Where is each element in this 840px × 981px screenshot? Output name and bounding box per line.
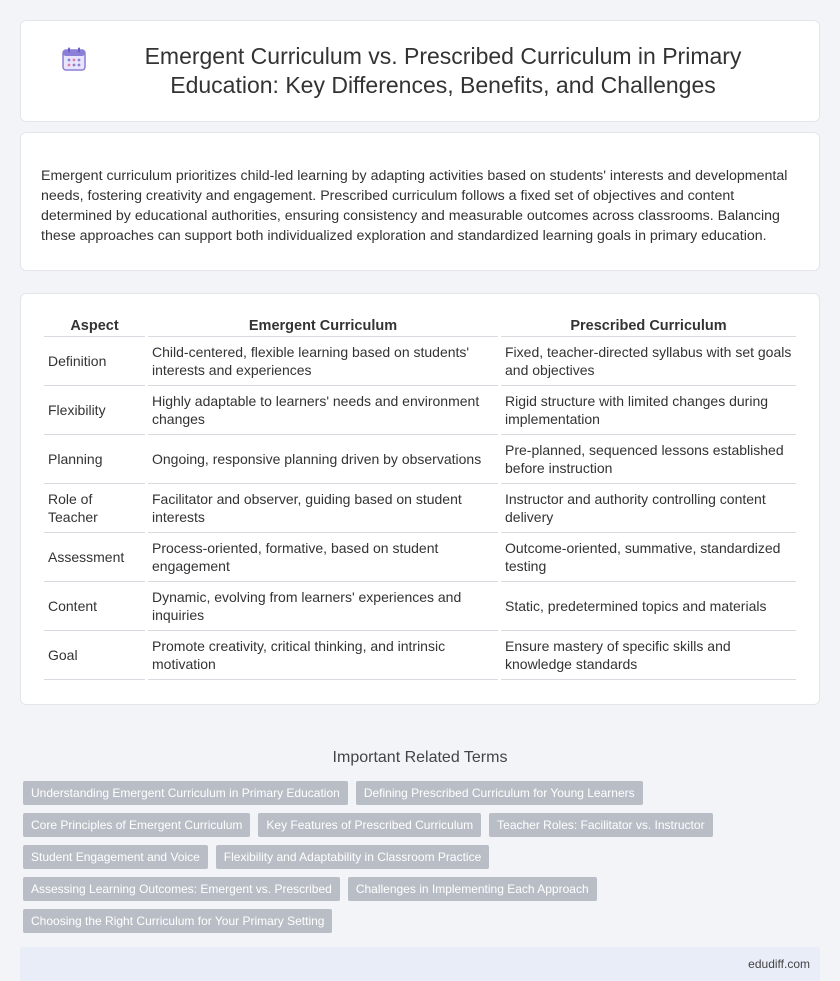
aspect-cell: Goal: [44, 631, 145, 680]
prescribed-cell: Instructor and authority controlling content delivery: [501, 484, 796, 533]
table-row: [44, 631, 796, 680]
intro-text: Emergent curriculum prioritizes child-led learning by adapting activities based on students' interests and developmental needs, fostering creativity and engagement. Prescribed curriculum follows a fixed set of objectives and content determined by educational authorities, ensuring consistency and measurable outcomes across classrooms. Balancing these approaches can support both individualized exploration and standardized learning goals in primary education.: [41, 168, 788, 244]
table-row: [44, 533, 796, 582]
related-tag[interactable]: Challenges in Implementing Each Approach: [348, 877, 597, 901]
header-emergent: Emergent Curriculum: [148, 315, 498, 337]
prescribed-cell: Ensure mastery of specific skills and knowledge standards: [501, 631, 796, 680]
title-card: [20, 20, 820, 122]
emergent-cell: Process-oriented, formative, based on student engagement: [148, 533, 498, 582]
emergent-cell: Dynamic, evolving from learners' experiences and inquiries: [148, 582, 498, 631]
comparison-table-card: [20, 293, 820, 705]
prescribed-cell: Static, predetermined topics and materials: [501, 582, 796, 631]
emergent-cell: Promote creativity, critical thinking, and intrinsic motivation: [148, 631, 498, 680]
prescribed-cell: Fixed, teacher-directed syllabus with set goals and objectives: [501, 337, 796, 386]
prescribed-cell: Outcome-oriented, summative, standardized testing: [501, 533, 796, 582]
intro-card: [20, 132, 820, 271]
related-tag[interactable]: Student Engagement and Voice: [23, 845, 208, 869]
page-title: Emergent Curriculum vs. Prescribed Curriculum in Primary Education: Key Differences, Benefits, and Challenges: [144, 43, 742, 98]
related-tag[interactable]: Flexibility and Adaptability in Classroom Practice: [216, 845, 489, 869]
calendar-icon: [61, 46, 87, 72]
aspect-cell: Assessment: [44, 533, 145, 582]
emergent-cell: Highly adaptable to learners' needs and environment changes: [148, 386, 498, 435]
prescribed-cell: Rigid structure with limited changes during implementation: [501, 386, 796, 435]
aspect-cell: Definition: [44, 337, 145, 386]
header-aspect: Aspect: [44, 315, 145, 337]
related-tag[interactable]: Understanding Emergent Curriculum in Primary Education: [23, 781, 348, 805]
title-wrap: [61, 42, 779, 100]
comparison-table: [41, 315, 799, 680]
related-tag[interactable]: Assessing Learning Outcomes: Emergent vs. Prescribed: [23, 877, 340, 901]
related-tag[interactable]: Choosing the Right Curriculum for Your Primary Setting: [23, 909, 332, 933]
table-header-row: [44, 315, 796, 337]
related-tag[interactable]: Core Principles of Emergent Curriculum: [23, 813, 250, 837]
emergent-cell: Facilitator and observer, guiding based on student interests: [148, 484, 498, 533]
table-row: [44, 337, 796, 386]
related-tag[interactable]: Defining Prescribed Curriculum for Young Learners: [356, 781, 643, 805]
footer-site-link[interactable]: edudiff.com: [748, 957, 810, 971]
related-tag[interactable]: Teacher Roles: Facilitator vs. Instructor: [489, 813, 712, 837]
related-terms-tags: [20, 781, 820, 941]
table-row: [44, 484, 796, 533]
table-row: [44, 582, 796, 631]
aspect-cell: Flexibility: [44, 386, 145, 435]
related-terms-heading: Important Related Terms: [332, 749, 508, 766]
table-row: [44, 386, 796, 435]
emergent-cell: Ongoing, responsive planning driven by observations: [148, 435, 498, 484]
table-row: [44, 435, 796, 484]
aspect-cell: Role of Teacher: [44, 484, 145, 533]
related-tag[interactable]: Key Features of Prescribed Curriculum: [258, 813, 481, 837]
aspect-cell: Content: [44, 582, 145, 631]
aspect-cell: Planning: [44, 435, 145, 484]
footer: [20, 947, 820, 981]
header-prescribed: Prescribed Curriculum: [501, 315, 796, 337]
emergent-cell: Child-centered, flexible learning based on students' interests and experiences: [148, 337, 498, 386]
prescribed-cell: Pre-planned, sequenced lessons established before instruction: [501, 435, 796, 484]
